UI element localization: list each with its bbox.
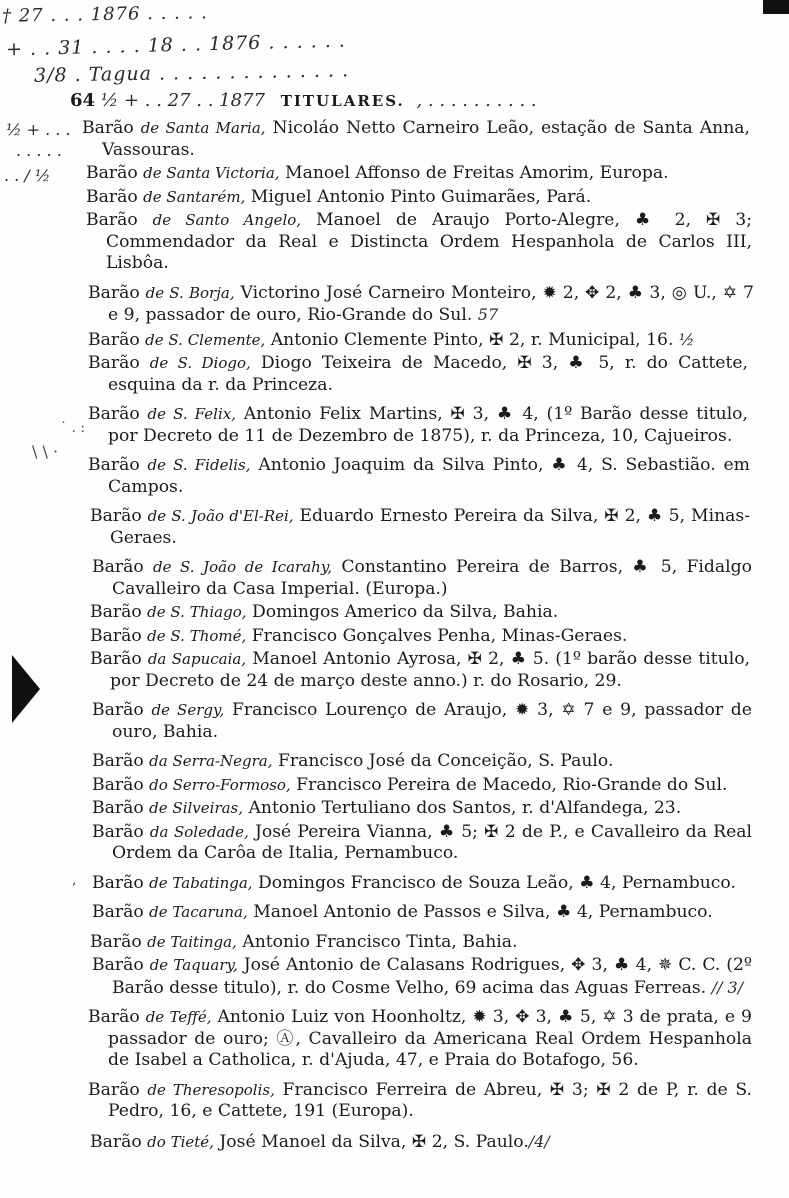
list-item: Barão de Taquary, José Antonio de Calasans Rodrigues, ✥ 3, ♣ 4, ✵ C. C. (2º Barão desse titulo), r. do Cosme Velho, 69 acima das Aguas Ferreas. // 3/ (92, 955, 752, 998)
list-item: Barão de S. Clemente, Antonio Clemente Pinto, ✠ 2, r. Municipal, 16. ½ (88, 329, 695, 350)
margin-note-taquary: // 3/ (711, 977, 744, 997)
margin-note-santa-maria-2: . . . . . (16, 141, 62, 160)
list-item: Barão de Taitinga, Antonio Francisco Tinta, Bahia. (90, 931, 518, 952)
list-item: Barão da Sapucaia, Manoel Antonio Ayrosa, ✠ 2, ♣ 5. (1º barão desse titulo, por Decreto de 24 de março deste anno.) r. do Rosario, 29. (90, 649, 751, 691)
page-title: TITULARES. (280, 92, 405, 110)
list-item: Barão de S. Felix, Antonio Felix Martins, ✠ 3, ♣ 4, (1º Barão desse titulo, por Decreto de 11 de Dezembro de 1875), r. da Princeza, 10, Cajueiros. (88, 404, 748, 446)
header-handwritten-prefix: ½ + . . 27 . . 1877 (100, 90, 265, 111)
list-item: Barão de Silveiras, Antonio Tertuliano dos Santos, r. d'Alfandega, 23. (92, 798, 682, 818)
list-item: Barão de S. Thomé, Francisco Gonçalves Penha, Minas-Geraes. (90, 625, 628, 646)
margin-note-santa-maria: ½ + . . . (6, 120, 71, 139)
titulares-list (0, 118, 789, 1155)
list-item: Barão do Tieté, José Manoel da Silva, ✠ 2, S. Paulo./4/ (90, 1131, 550, 1152)
margin-note-victoria: . . / ½ (4, 166, 51, 185)
list-item: Barão de Tabatinga, Domingos Francisco de Souza Leão, ♣ 4, Pernambuco. (92, 872, 736, 893)
list-item: Barão de Santo Angelo, Manoel de Araujo Porto-Alegre, ♣ 2, ✠ 3; Commendador da Real e Distincta Ordem Hespanhola de Carlos III, Lisbôa. (86, 210, 752, 273)
list-item: Barão de Theresopolis, Francisco Ferreira de Abreu, ✠ 3; ✠ 2 de P, r. de S. Pedro, 16, e Cattete, 191 (Europa). (88, 1079, 753, 1121)
list-item: Barão de Sergy, Francisco Lourenço de Araujo, ✹ 3, ✡ 7 e 9, passador de ouro, Bahia. (92, 700, 752, 742)
list-item: Barão de Teffé, Antonio Luiz von Hoonholtz, ✹ 3, ✥ 3, ♣ 5, ✡ 3 de prata, e 9 passador de ouro; Ⓐ, Cavalleiro da Americana Real Ordem Hespanhola de Isabel a Catholica, r. d'Ajuda, 47, e Praia do Botafogo, 56. (88, 1007, 752, 1070)
list-item: Barão de S. Thiago, Domingos Americo da Silva, Bahia. (90, 602, 559, 622)
page-header (70, 90, 537, 111)
handwritten-note-line-1: † 27 . . . 1876 . . . . . (1, 2, 208, 27)
header-handwritten-note: , . . . . . . . . . . (416, 90, 537, 111)
page-number: 64 (70, 90, 96, 111)
list-item: Barão de S. João d'El-Rei, Eduardo Ernesto Pereira da Silva, ✠ 2, ♣ 5, Minas-Geraes. (90, 506, 751, 548)
corner-ink-mark (763, 0, 789, 14)
list-item: Barão de S. Borja, Victorino José Carneiro Monteiro, ✹ 2, ✥ 2, ♣ 3, ◎ U., ✡ 7 e 9, passador de ouro, Rio-Grande do Sul. 57 (88, 282, 754, 325)
margin-dot: , (72, 872, 77, 888)
margin-tick-marks: ˙ . : (60, 420, 86, 436)
handwritten-note-line-2: + . . 31 . . . . 18 . . 1876 . . . . . . (5, 29, 347, 61)
list-item: Barão de S. Fidelis, Antonio Joaquim da Silva Pinto, ♣ 4, S. Sebastião. em Campos. (88, 455, 750, 497)
list-item: Barão da Soledade, José Pereira Vianna, ♣ 5; ✠ 2 de P., e Cavalleiro da Real Ordem da Carôa de Italia, Pernambuco. (92, 821, 753, 863)
list-item: Barão de S. Diogo, Diogo Teixeira de Macedo, ✠ 3, ♣ 5, r. do Cattete, esquina da r. da Princeza. (88, 353, 749, 395)
list-item: Barão de Santarém, Miguel Antonio Pinto Guimarães, Pará. (86, 186, 592, 207)
list-item: Barão de S. João de Icarahy, Constantino Pereira de Barros, ♣ 5, Fidalgo Cavalleiro da Casa Imperial. (Europa.) (92, 557, 752, 599)
list-item: Barão de Tacaruna, Manoel Antonio de Passos e Silva, ♣ 4, Pernambuco. (92, 902, 713, 922)
list-item: Barão da Serra-Negra, Francisco José da Conceição, S. Paulo. (92, 751, 614, 771)
list-item: Barão do Serro-Formoso, Francisco Pereira de Macedo, Rio-Grande do Sul. (92, 774, 728, 795)
margin-tick-marks-2: \ \ · (32, 442, 59, 461)
margin-note-tiete: /4/ (528, 1131, 550, 1151)
margin-note-borja: 57 (477, 305, 499, 324)
list-item: Barão de Santa Maria, Nicoláo Netto Carneiro Leão, estação de Santa Anna, Vassouras. (82, 118, 750, 160)
handwritten-note-line-3: 3/8 . Tagua . . . . . . . . . . . . . . (33, 59, 350, 87)
list-item: Barão de Santa Victoria, Manoel Affonso de Freitas Amorim, Europa. (86, 163, 669, 183)
margin-note-clemente: ½ (678, 329, 695, 349)
